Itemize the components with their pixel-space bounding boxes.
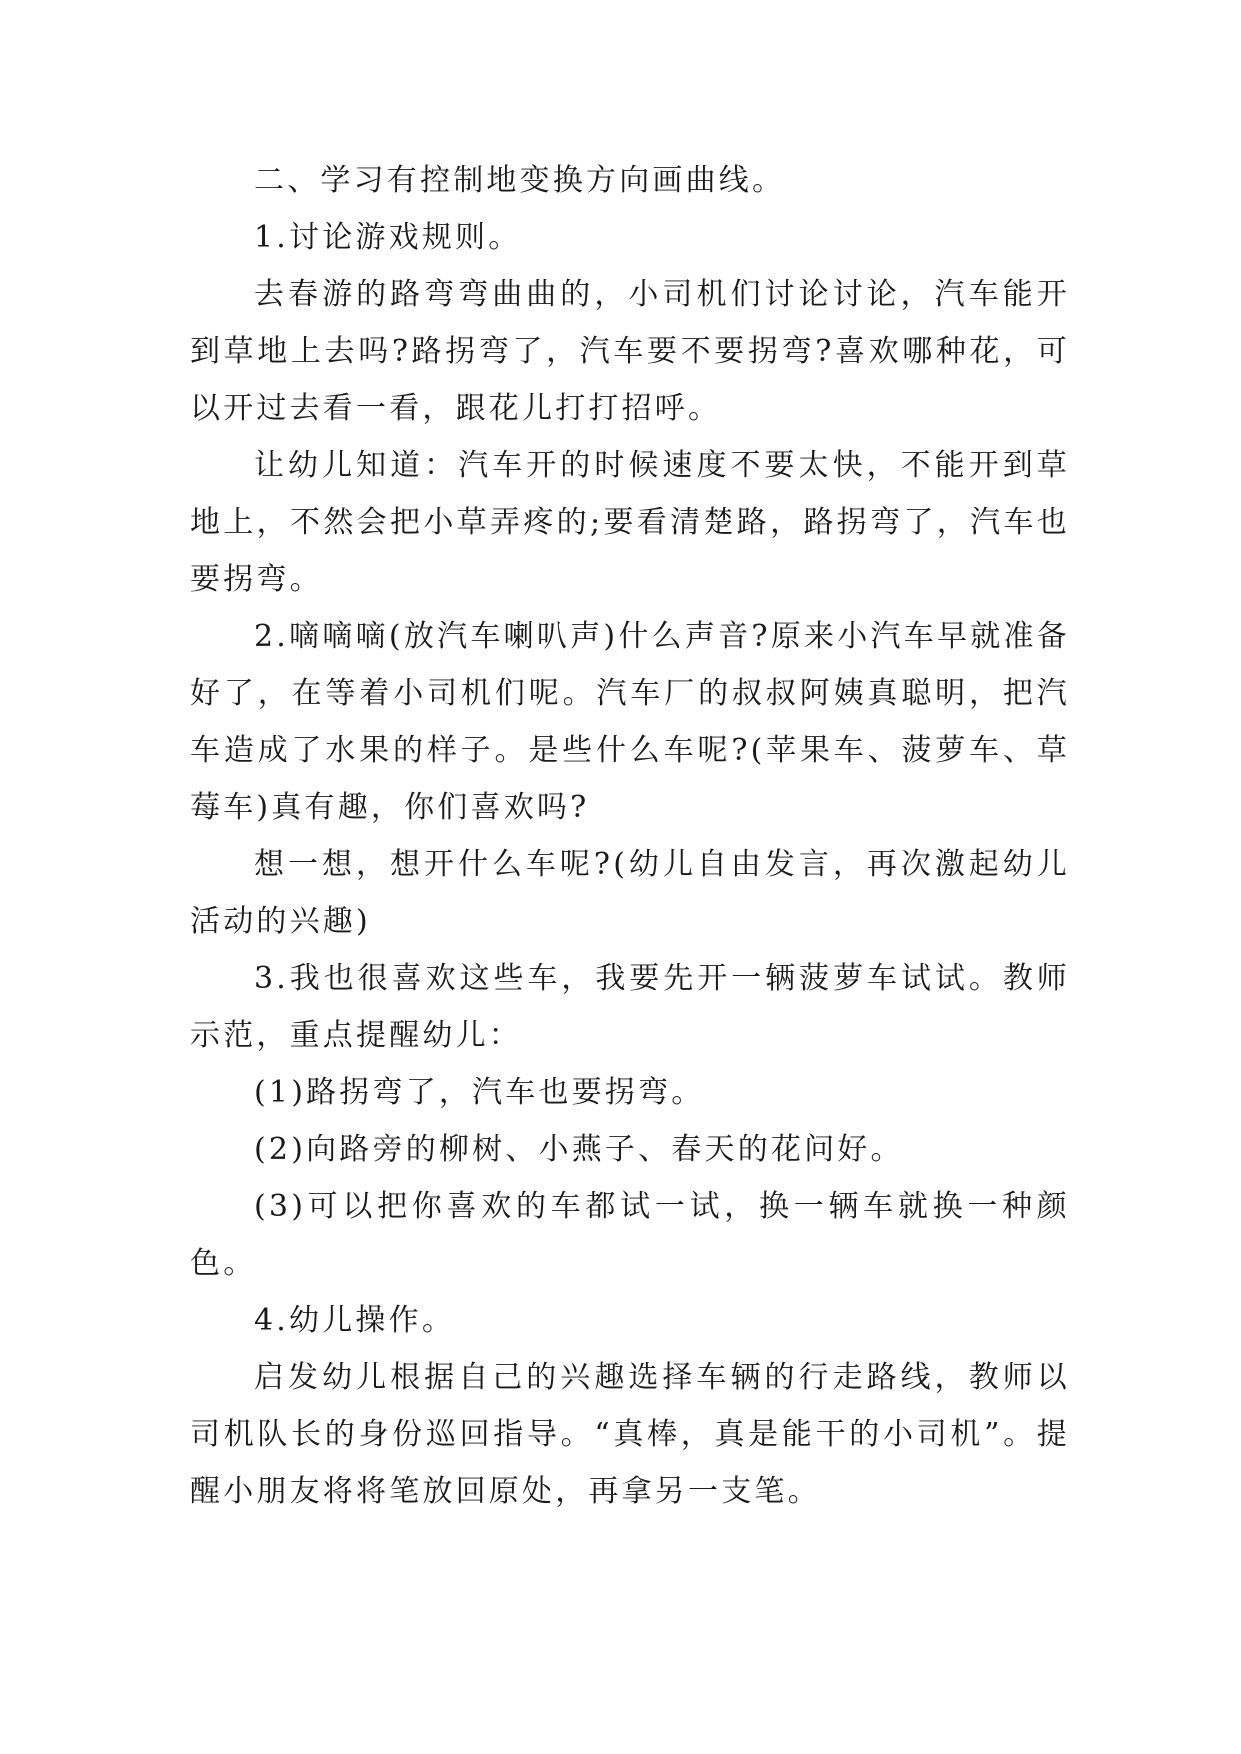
paragraph: 3.我也很喜欢这些车，我要先开一辆菠萝车试试。教师示范，重点提醒幼儿： [190,961,1070,1053]
document-body [190,152,1070,1520]
paragraph: (2)向路旁的柳树、小燕子、春天的花问好。 [254,1132,904,1167]
paragraph: 二、学习有控制地变换方向画曲线。 [254,163,786,198]
paragraph: 2.嘀嘀嘀(放汽车喇叭声)什么声音?原来小汽车早就准备好了，在等着小司机们呢。汽车厂的叔叔阿姨真聪明，把汽车造成了水果的样子。是些什么车呢?(苹果车、菠萝车、草莓车)真有趣，你们喜欢吗? [190,619,1070,825]
paragraph: (3)可以把你喜欢的车都试一试，换一辆车就换一种颜色。 [190,1189,1070,1281]
paragraph: 想一想，想开什么车呢?(幼儿自由发言，再次激起幼儿活动的兴趣) [190,847,1070,939]
paragraph: (1)路拐弯了，汽车也要拐弯。 [254,1075,705,1110]
paragraph: 让幼儿知道：汽车开的时候速度不要太快，不能开到草地上，不然会把小草弄疼的;要看清楚路，路拐弯了，汽车也要拐弯。 [190,448,1070,597]
paragraph: 4.幼儿操作。 [254,1303,456,1338]
paragraph: 去春游的路弯弯曲曲的，小司机们讨论讨论，汽车能开到草地上去吗?路拐弯了，汽车要不要拐弯?喜欢哪种花，可以开过去看一看，跟花儿打打招呼。 [190,277,1070,426]
paragraph: 启发幼儿根据自己的兴趣选择车辆的行走路线，教师以司机队长的身份巡回指导。“真棒，真是能干的小司机”。提醒小朋友将将笔放回原处，再拿另一支笔。 [190,1360,1070,1509]
paragraph: 1.讨论游戏规则。 [254,220,522,255]
